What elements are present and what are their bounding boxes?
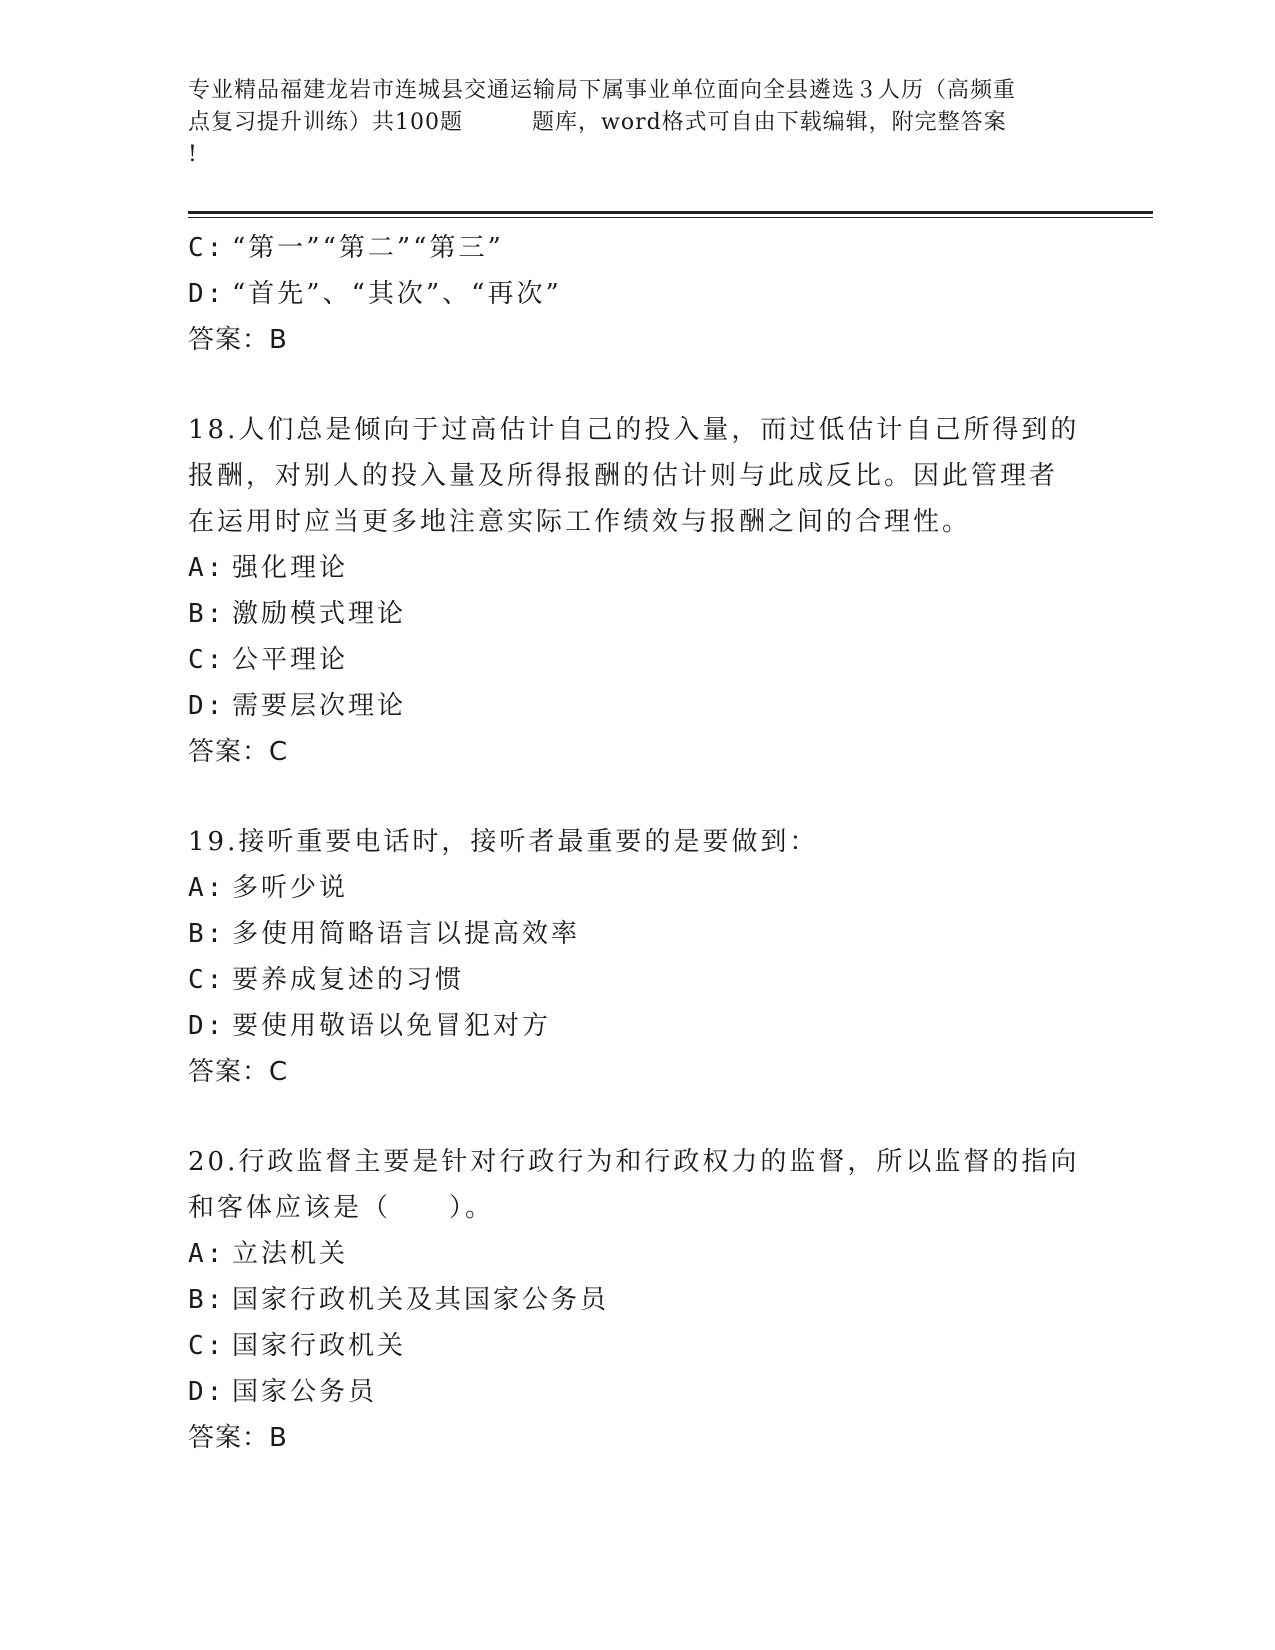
option-text: “第一”“第二”“第三”	[232, 233, 504, 263]
question-text-line: 在运用时应当更多地注意实际工作绩效与报酬之间的合理性。	[188, 507, 972, 537]
option-c	[188, 957, 1088, 1003]
answer-line: 答案：C	[188, 737, 289, 767]
header-line-2: 点复习提升训练）共100题 题库，word格式可自由下载编辑，附完整答案	[188, 110, 1007, 135]
option-text: 强化理论	[232, 553, 349, 583]
question-text-line: 20.行政监督主要是针对行政行为和行政权力的监督，所以监督的指向	[188, 1147, 1080, 1177]
question-20	[188, 1139, 1088, 1461]
option-label: B:	[188, 599, 226, 629]
option-label: D:	[188, 1377, 226, 1407]
answer-line: 答案：B	[188, 1423, 288, 1453]
header-line-1: 专业精品福建龙岩市连城县交通运输局下属事业单位面向全县遴选３人历（高频重	[188, 78, 1017, 103]
option-a	[188, 865, 1088, 911]
option-c	[188, 1323, 1088, 1369]
option-text: 国家公务员	[232, 1377, 378, 1407]
question-19	[188, 819, 1088, 1095]
header-line-3: !	[188, 142, 198, 167]
option-text: 激励模式理论	[232, 599, 407, 629]
option-text: 多听少说	[232, 873, 349, 903]
question-18	[188, 407, 1088, 775]
option-d	[188, 271, 1088, 317]
answer-line: 答案：C	[188, 1057, 289, 1087]
option-text: 要养成复述的习惯	[232, 965, 465, 995]
option-text: 需要层次理论	[232, 691, 407, 721]
option-label: B:	[188, 919, 226, 949]
option-label: C:	[188, 1331, 226, 1361]
answer-line: 答案：B	[188, 325, 288, 355]
option-label: C:	[188, 965, 226, 995]
option-b	[188, 1277, 1088, 1323]
option-d	[188, 683, 1088, 729]
option-label: C:	[188, 233, 226, 263]
header-divider-thin	[188, 217, 1153, 218]
option-text: 多使用简略语言以提高效率	[232, 919, 581, 949]
option-d	[188, 1003, 1088, 1049]
option-label: D:	[188, 279, 226, 309]
question-text-line: 18.人们总是倾向于过高估计自己的投入量，而过低估计自己所得到的	[188, 415, 1080, 445]
option-label: B:	[188, 1285, 226, 1315]
question-text-line: 19.接听重要电话时，接听者最重要的是要做到：	[188, 827, 819, 857]
option-a	[188, 1231, 1088, 1277]
option-label: D:	[188, 691, 226, 721]
option-label: C:	[188, 645, 226, 675]
option-b	[188, 911, 1088, 957]
option-b	[188, 591, 1088, 637]
option-c	[188, 637, 1088, 683]
option-text: 公平理论	[232, 645, 349, 675]
previous-question-options	[188, 225, 1088, 363]
option-c	[188, 225, 1088, 271]
option-label: A:	[188, 873, 226, 903]
option-label: D:	[188, 1011, 226, 1041]
option-a	[188, 545, 1088, 591]
option-text: 国家行政机关及其国家公务员	[232, 1285, 610, 1315]
option-text: 要使用敬语以免冒犯对方	[232, 1011, 552, 1041]
option-label: A:	[188, 553, 226, 583]
option-label: A:	[188, 1239, 226, 1269]
question-text-line: 报酬，对别人的投入量及所得报酬的估计则与此成反比。因此管理者	[188, 461, 1059, 491]
question-list	[188, 225, 1088, 1461]
option-text: 国家行政机关	[232, 1331, 407, 1361]
option-text: 立法机关	[232, 1239, 349, 1269]
option-text: “首先”、“其次”、“再次”	[232, 279, 562, 309]
question-text-line: 和客体应该是（ ）。	[188, 1193, 495, 1223]
document-header	[188, 75, 1088, 171]
header-divider-thick	[188, 211, 1153, 214]
option-d	[188, 1369, 1088, 1415]
